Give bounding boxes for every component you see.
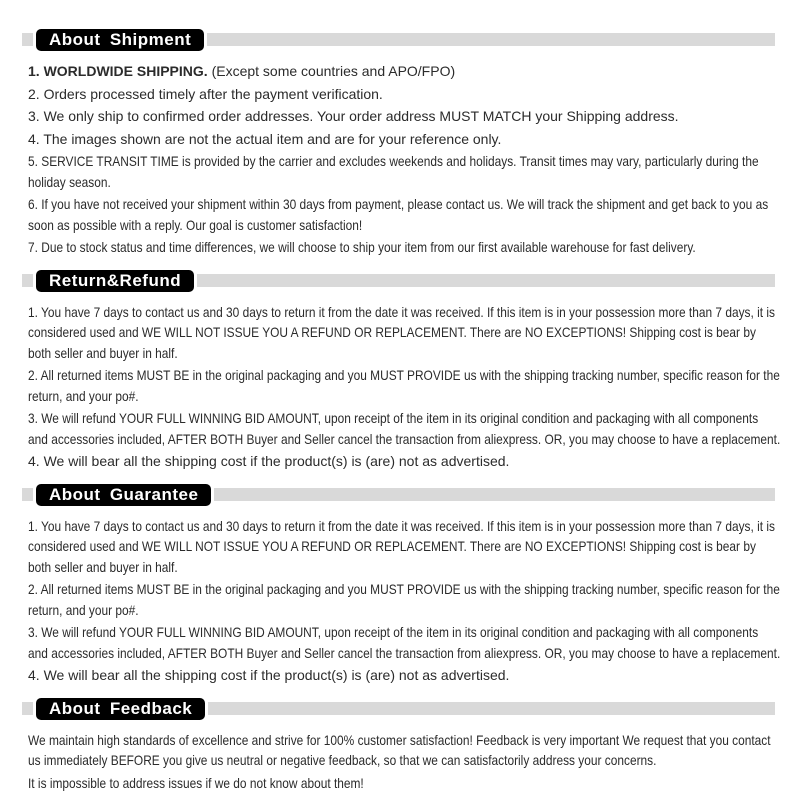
section-header [25, 267, 780, 295]
section-body [28, 516, 780, 686]
paragraph: 2. Orders processed timely after the payment verification. [28, 85, 383, 102]
paragraph: 2. All returned items MUST BE in the original packaging and you MUST PROVIDE us with the shipping tracking number, specific reason for the return, and your po#. [28, 367, 780, 404]
section-title-badge [33, 267, 197, 295]
section-title: About Feedback [49, 698, 193, 718]
section-title: About Shipment [49, 30, 192, 49]
section-about-guarantee [28, 481, 780, 686]
paragraph: It is impossible to address issues if we do not know about them! [28, 774, 364, 791]
paragraph [28, 61, 780, 82]
paragraph: 4. We will bear all the shipping cost if the product(s) is (are) not as advertised. [28, 453, 510, 469]
paragraph: 5. SERVICE TRANSIT TIME is provided by the carrier and excludes weekends and holidays. Transit times may vary, particularly during the holiday season. [28, 153, 759, 190]
section-body [28, 730, 780, 794]
section-body [28, 61, 780, 258]
section-title: Return&Refund [49, 270, 182, 290]
paragraph: 2. All returned items MUST BE in the original packaging and you MUST PROVIDE us with the shipping tracking number, specific reason for the return, and your po#. [28, 581, 780, 618]
paragraph-text: (Except some countries and APO/FPO) [207, 63, 456, 79]
section-about-shipment [28, 26, 780, 258]
paragraph: 3. We only ship to confirmed order addresses. Your order address MUST MATCH your Shipping address. [28, 108, 679, 124]
section-header [25, 481, 780, 509]
section-body [28, 302, 780, 472]
section-title-badge [33, 481, 214, 509]
paragraph-bold-lead: 1. WORLDWIDE SHIPPING. [28, 63, 208, 79]
paragraph: We maintain high standards of excellence and strive for 100% customer satisfaction! Feedback is very important We request that you contact us immediately BEFORE you give us neutral or negative feedback, so that we can satisfactorily address your concerns. [28, 731, 771, 768]
paragraph: 1. You have 7 days to contact us and 30 days to return it from the date it was received. If this item is in your possession more than 7 days, it is considered used and WE WILL NOT ISSUE YOU A REFUND OR REPLACEMENT. There are NO EXCEPTIONS! Shipping cost is bear by both seller and buyer in half. [28, 517, 776, 575]
section-header [25, 26, 780, 54]
paragraph: 1. You have 7 days to contact us and 30 days to return it from the date it was received. If this item is in your possession more than 7 days, it is considered used and WE WILL NOT ISSUE YOU A REFUND OR REPLACEMENT. There are NO EXCEPTIONS! Shipping cost is bear by both seller and buyer in half. [28, 303, 776, 361]
section-title-badge [33, 695, 208, 723]
section-title-badge [33, 26, 207, 54]
paragraph: 4. We will bear all the shipping cost if the product(s) is (are) not as advertised. [28, 667, 510, 683]
paragraph: 7. Due to stock status and time differences, we will choose to ship your item from our first available warehouse for fast delivery. [28, 239, 696, 255]
paragraph: 4. The images shown are not the actual item and are for your reference only. [28, 130, 502, 147]
section-header [25, 695, 780, 723]
section-about-feedback [28, 695, 780, 794]
paragraph: 3. We will refund YOUR FULL WINNING BID AMOUNT, upon receipt of the item in its original condition and packaging with all components and accessories included, AFTER BOTH Buyer and Seller cancel the transaction from aliexpress. OR, you may choose to have a replacement. [28, 410, 781, 447]
section-return-refund [28, 267, 780, 472]
section-title: About Guarantee [49, 484, 199, 504]
paragraph: 6. If you have not received your shipment within 30 days from payment, please contact us. We will track the shipment and get back to you as soon as possible with a reply. Our goal is customer satisfaction! [28, 196, 769, 233]
paragraph: 3. We will refund YOUR FULL WINNING BID AMOUNT, upon receipt of the item in its original condition and packaging with all components and accessories included, AFTER BOTH Buyer and Seller cancel the transaction from aliexpress. OR, you may choose to have a replacement. [28, 624, 781, 661]
